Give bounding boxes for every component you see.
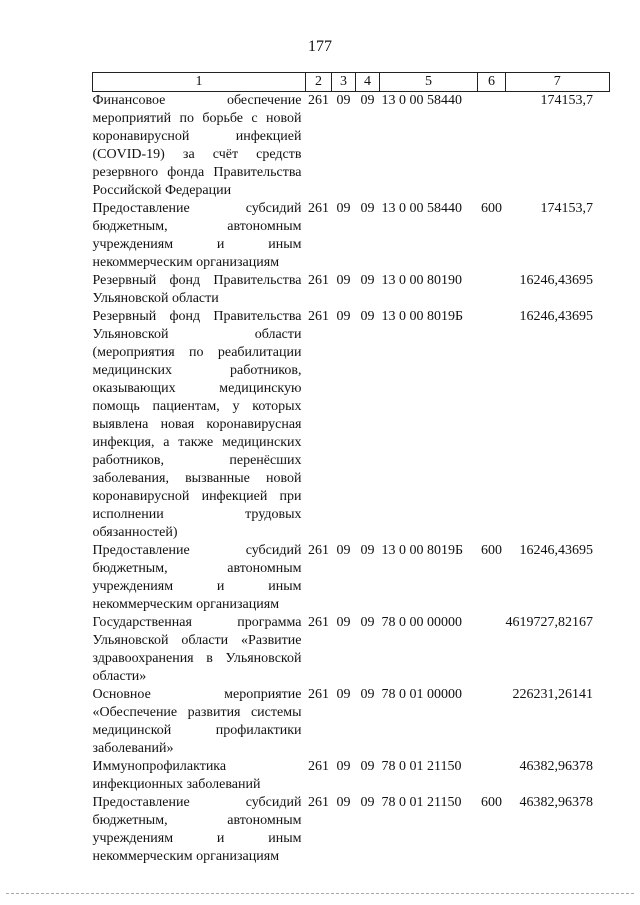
row-glava: 261 <box>308 615 329 630</box>
table-row <box>93 758 610 794</box>
row-expense-type: 600 <box>481 543 502 558</box>
header-col-4: 4 <box>356 73 380 92</box>
table-row <box>93 542 610 614</box>
row-subsection: 09 <box>360 543 375 558</box>
row-section: 09 <box>336 543 351 558</box>
header-col-1: 1 <box>93 73 306 92</box>
table-row <box>93 686 610 758</box>
row-expense-type: 600 <box>481 201 502 216</box>
row-amount: 16246,43695 <box>519 309 593 324</box>
page-bottom-rule <box>6 893 634 894</box>
row-subsection: 09 <box>360 273 375 288</box>
header-col-7: 7 <box>506 73 610 92</box>
row-amount: 16246,43695 <box>519 273 593 288</box>
row-subsection: 09 <box>360 309 375 324</box>
row-target-article: 78 0 01 00000 <box>381 687 462 702</box>
row-glava: 261 <box>308 309 329 324</box>
row-glava: 261 <box>308 93 329 108</box>
row-amount: 46382,96378 <box>519 795 593 810</box>
row-expense-type <box>478 308 506 542</box>
header-col-2: 2 <box>306 73 332 92</box>
header-col-5: 5 <box>380 73 478 92</box>
row-target-article: 13 0 00 58440 <box>381 201 462 216</box>
row-glava: 261 <box>308 759 329 774</box>
header-row <box>93 73 610 92</box>
row-subsection: 09 <box>360 795 375 810</box>
row-expense-type <box>478 686 506 758</box>
row-target-article: 78 0 01 21150 <box>381 759 462 774</box>
table-row <box>93 272 610 308</box>
row-name: Финансовое обеспечение мероприятий по борьбе с новой коронавирусной инфекцией (COVID-19) за счёт средств резервного фонда Правительства Российской Федерации <box>92 93 302 198</box>
row-target-article: 78 0 01 21150 <box>381 795 462 810</box>
row-section: 09 <box>336 795 351 810</box>
row-amount: 4619727,82167 <box>505 615 593 630</box>
row-section: 09 <box>336 201 351 216</box>
row-expense-type <box>478 92 506 201</box>
row-glava: 261 <box>308 795 329 810</box>
page-number: 177 <box>308 38 332 55</box>
row-subsection: 09 <box>360 201 375 216</box>
row-subsection: 09 <box>360 93 375 108</box>
row-target-article: 13 0 00 80190 <box>381 273 462 288</box>
row-name: Иммунопрофилактика инфекционных заболеваний <box>92 759 261 792</box>
row-name: Предоставление субсидий бюджетным, автономным учреждениям и иным некоммерческим организациям <box>92 201 302 270</box>
row-section: 09 <box>336 309 351 324</box>
table-row <box>93 200 610 272</box>
row-glava: 261 <box>308 543 329 558</box>
row-section: 09 <box>336 273 351 288</box>
table-row <box>93 308 610 542</box>
row-glava: 261 <box>308 201 329 216</box>
table-row <box>93 614 610 686</box>
row-target-article: 78 0 00 00000 <box>381 615 462 630</box>
row-name: Резервный фонд Правительства Ульяновской области (мероприятия по реабилитации медицинских работников, оказывающих медицинскую помощь пациентам, у которых выявлена новая коронавирусная инфекция, а также медицинских работников, перенёсших заболевания, вызванные новой коронавирусной инфекцией при исполнении трудовых обязанностей) <box>92 309 302 540</box>
row-target-article: 13 0 00 58440 <box>381 93 462 108</box>
row-amount: 16246,43695 <box>519 543 593 558</box>
row-name: Резервный фонд Правительства Ульяновской области <box>92 273 302 306</box>
row-glava: 261 <box>308 687 329 702</box>
row-section: 09 <box>336 93 351 108</box>
row-name: Предоставление субсидий бюджетным, автономным учреждениям и иным некоммерческим организациям <box>92 795 302 864</box>
header-col-3: 3 <box>332 73 356 92</box>
row-subsection: 09 <box>360 687 375 702</box>
row-expense-type <box>478 758 506 794</box>
row-section: 09 <box>336 687 351 702</box>
header-col-6: 6 <box>478 73 506 92</box>
table-row <box>93 92 610 201</box>
row-amount: 174153,7 <box>540 93 593 108</box>
row-name: Предоставление субсидий бюджетным, автономным учреждениям и иным некоммерческим организациям <box>92 543 302 612</box>
row-expense-type: 600 <box>481 795 502 810</box>
budget-table <box>92 72 610 866</box>
row-expense-type <box>478 272 506 308</box>
row-amount: 226231,26141 <box>512 687 593 702</box>
row-name: Государственная программа Ульяновской области «Развитие здравоохранения в Ульяновской области» <box>92 615 302 684</box>
row-section: 09 <box>336 615 351 630</box>
row-subsection: 09 <box>360 759 375 774</box>
row-target-article: 13 0 00 8019Б <box>381 543 464 558</box>
row-section: 09 <box>336 759 351 774</box>
row-target-article: 13 0 00 8019Б <box>381 309 464 324</box>
table-row <box>93 794 610 866</box>
row-name: Основное мероприятие «Обеспечение развития системы медицинской профилактики заболеваний» <box>92 687 302 756</box>
row-glava: 261 <box>308 273 329 288</box>
row-amount: 174153,7 <box>540 201 593 216</box>
row-amount: 46382,96378 <box>519 759 593 774</box>
row-expense-type <box>478 614 506 686</box>
row-subsection: 09 <box>360 615 375 630</box>
